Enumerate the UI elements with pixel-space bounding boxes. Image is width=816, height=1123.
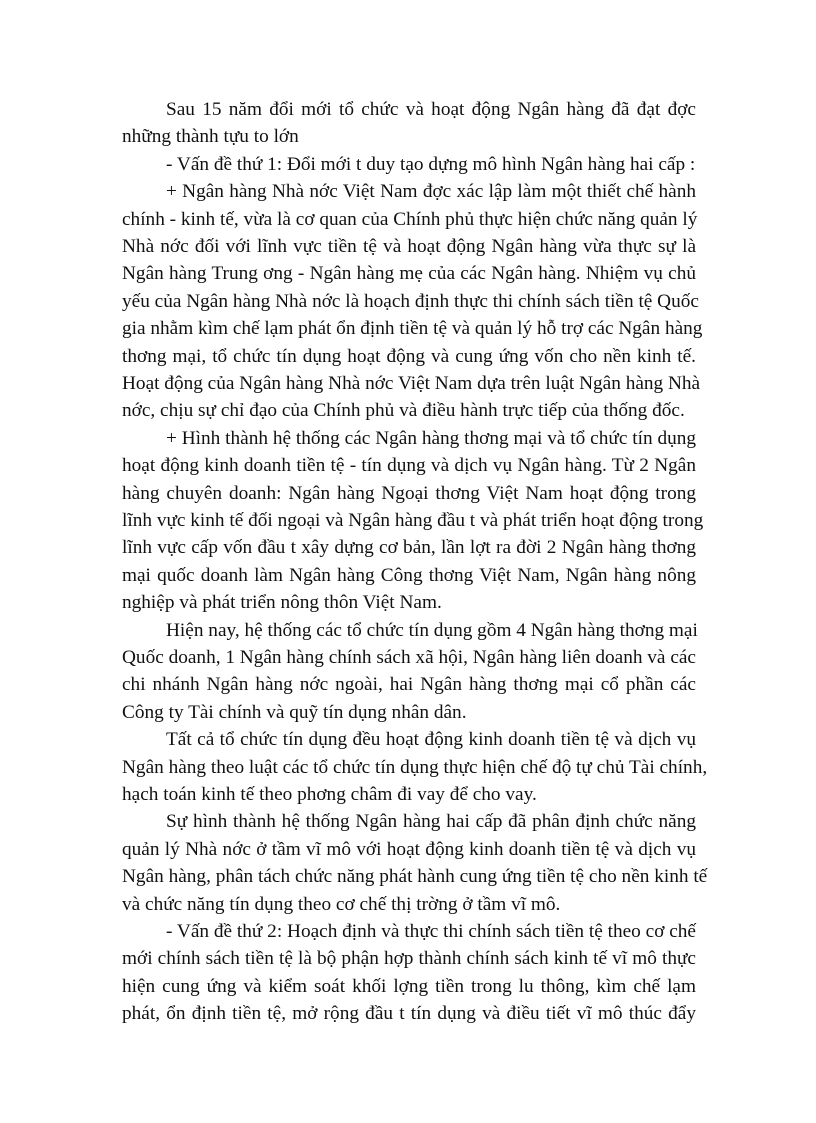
text-line: Sau 15 năm đổi mới tổ chức và hoạt động Ngân hàng đã đạt đợc <box>166 99 696 120</box>
text-line: hạch toán kinh tế theo phơng châm đi vay để cho vay. <box>122 784 537 805</box>
text-line: Quốc doanh, 1 Ngân hàng chính sách xã hội, Ngân hàng liên doanh và các <box>122 647 696 668</box>
text-line: nớc, chịu sự chỉ đạo của Chính phủ và điều hành trực tiếp của thống đốc. <box>122 400 685 422</box>
text-line: - Vấn đề thứ 2: Hoạch định và thực thi chính sách tiền tệ theo cơ chế <box>166 921 696 942</box>
text-line: lĩnh vực cấp vốn đầu t xây dựng cơ bản, lần lợt ra đời 2 Ngân hàng thơng <box>122 537 696 559</box>
text-line: Hiện nay, hệ thống các tổ chức tín dụng gồm 4 Ngân hàng thơng mại <box>166 619 698 641</box>
text-line: và chức năng tín dụng theo cơ chế thị trờng ở tầm vĩ mô. <box>122 893 561 915</box>
text-line: Hoạt động của Ngân hàng Nhà nớc Việt Nam dựa trên luật Ngân hàng Nhà <box>122 373 701 394</box>
text-line: + Hình thành hệ thống các Ngân hàng thơng mại và tổ chức tín dụng <box>166 427 696 449</box>
text-line: những thành tựu to lớn <box>122 126 299 148</box>
text-line: hàng chuyên doanh: Ngân hàng Ngoại thơng Việt Nam hoạt động trong <box>122 482 696 504</box>
text-line: lĩnh vực kinh tế đối ngoại và Ngân hàng đầu t và phát triển hoạt động trong <box>122 510 704 531</box>
text-line: mại quốc doanh làm Ngân hàng Công thơng Việt Nam, Ngân hàng nông <box>122 564 696 586</box>
text-line: phát, ổn định tiền tệ, mở rộng đầu t tín dụng và điều tiết vĩ mô thúc đẩy <box>122 1003 696 1025</box>
text-line: gia nhằm kìm chế lạm phát ổn định tiền tệ và quản lý hỗ trợ các Ngân hàng <box>122 318 703 340</box>
text-line: thơng mại, tổ chức tín dụng hoạt động và cung ứng vốn cho nền kinh tế. <box>122 345 696 367</box>
text-line: Công ty Tài chính và quỹ tín dụng nhân dân. <box>122 701 467 723</box>
text-line: + Ngân hàng Nhà nớc Việt Nam đợc xác lập làm một thiết chế hành <box>166 181 696 203</box>
text-line: Nhà nớc đối với lĩnh vực tiền tệ và hoạt động Ngân hàng vừa thực sự là <box>122 236 696 257</box>
text-line: chi nhánh Ngân hàng nớc ngoài, hai Ngân hàng thơng mại cổ phần các <box>122 674 696 696</box>
text-line: - Vấn đề thứ 1: Đổi mới t duy tạo dựng mô hình Ngân hàng hai cấp : <box>166 153 696 175</box>
text-line: nghiệp và phát triển nông thôn Việt Nam. <box>122 592 442 614</box>
text-line: hoạt động kinh doanh tiền tệ - tín dụng và dịch vụ Ngân hàng. Từ 2 Ngân <box>122 455 696 477</box>
text-line: hiện cung ứng và kiểm soát khối lợng tiền trong lu thông, kìm chế lạm <box>122 975 696 997</box>
text-line: Ngân hàng, phân tách chức năng phát hành cung ứng tiền tệ cho nền kinh tế <box>122 866 708 888</box>
text-line: mới chính sách tiền tệ là bộ phận hợp thành chính sách kinh tế vĩ mô thực <box>122 948 696 970</box>
text-line: quản lý Nhà nớc ở tầm vĩ mô với hoạt động kinh doanh tiền tệ và dịch vụ <box>122 838 696 860</box>
text-line: Tất cả tổ chức tín dụng đều hoạt động kinh doanh tiền tệ và dịch vụ <box>166 729 696 751</box>
text-line: Ngân hàng theo luật các tổ chức tín dụng thực hiện chế độ tự chủ Tài chính, <box>122 756 708 778</box>
text-line: yếu của Ngân hàng Nhà nớc là hoạch định thực thi chính sách tiền tệ Quốc <box>122 290 699 312</box>
text-line: Sự hình thành hệ thống Ngân hàng hai cấp đã phân định chức năng <box>166 811 696 833</box>
text-line: Ngân hàng Trung ơng - Ngân hàng mẹ của các Ngân hàng. Nhiệm vụ chủ <box>122 263 696 285</box>
text-line: chính - kinh tế, vừa là cơ quan của Chính phủ thực hiện chức năng quản lý <box>122 208 698 230</box>
